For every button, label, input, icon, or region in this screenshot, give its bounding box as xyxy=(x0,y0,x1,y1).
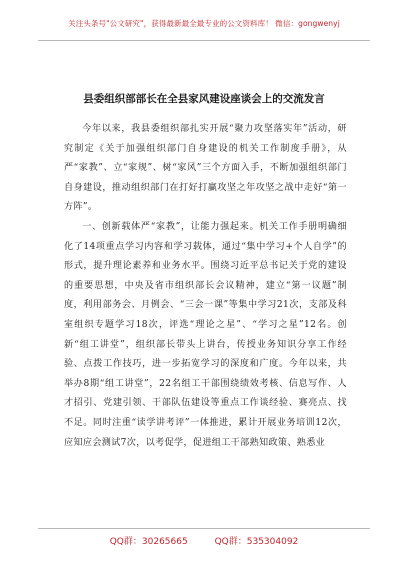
paragraph-section-1: 一、创新载体严“家教”，让能力强起来。机关工作手册明确细化了14项重点学习内容和学习载体，通过“集中学习+个人自学”的形式，提升理论素养和业务水平。围绕习近平总书记关于党的建设的重要思想，中央及省市组织部长会议精神，建立“第一议题”制度，利用部务会、月例会、“三会一课”等集中学习21次，支部及科室组织专题学习18次，评选“理论之星”、“学习之星”12名。创新“组工讲堂”，组织部长带头上讲台，传授业务知识分享工作经验、点拨工作技巧，进一步拓宽学习的深度和广度。今年以来，共举办8期“组工讲堂”，22名组工干部围绕绩效考核、信息写作、人才招引、党建引领、干部队伍建设等重点工作谈经验、赛亮点、找不足。同时注重“读学讲考评”一体推进，累计开展业务培训12次，应知应会测试7次，以考促学，促进组工干部熟知政策、熟悉业 xyxy=(64,221,347,448)
document-title: 县委组织部部长在全县家风建设座谈会上的交流发言 xyxy=(83,93,325,105)
document-body xyxy=(64,120,347,453)
paragraph-intro: 今年以来，我县委组织部扎实开展“聚力攻坚落实年”活动，研究制定《关于加强组织部门自身建设的机关工作制度手册》，从严“家教”、立“家规”、树“家风”三个方面入手，不断加强组织部门自身建设，推动组织部门在打好打赢攻坚之年攻坚之战中走好“第一方阵”。 xyxy=(64,124,347,213)
footer xyxy=(0,534,408,547)
footer-divider xyxy=(38,528,370,529)
qq-group-1: QQ群：30265665 xyxy=(109,537,188,547)
qq-group-2: QQ群：535304092 xyxy=(214,537,299,547)
promo-banner: 关注头条号"公文研究"，获得最新最全最专业的公文资料库！ 微信：gongwenyj xyxy=(68,19,340,28)
header-divider xyxy=(38,40,370,41)
